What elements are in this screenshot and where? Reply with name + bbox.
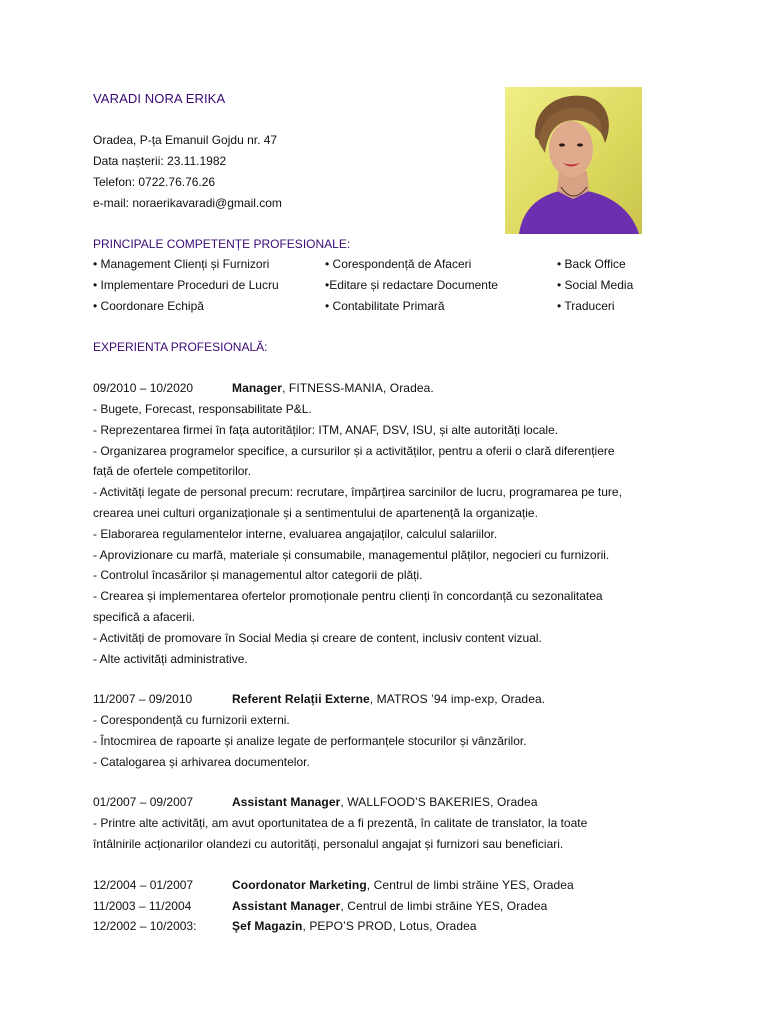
experience-bullet: specifică a afacerii.	[93, 609, 196, 624]
experience-entry	[93, 378, 683, 669]
experience-bullet: crearea unei culturi organizaționale și a sentimentului de apartenență la organizație.	[93, 505, 538, 520]
experience-entry	[93, 875, 683, 896]
skills-title: PRINCIPALE COMPETENȚE PROFESIONALE:	[93, 237, 351, 251]
experience-entry	[93, 792, 683, 855]
experience-bullet: - Activități legate de personal precum: recrutare, împărțirea sarcinilor de lucru, programarea pe ture,	[93, 485, 622, 500]
experience-bullet: - Catalogarea și arhivarea documentelor.	[93, 754, 310, 769]
experience-company: , WALLFOOD’S BAKERIES, Oradea	[340, 795, 538, 809]
experience-bullet: - Controlul încasărilor și managementul altor categorii de plăți.	[93, 568, 423, 583]
experience-bullet: - Întocmirea de rapoarte și analize legate de performanțele stocurilor și vânzărilor.	[93, 733, 527, 748]
experience-role: Coordonator Marketing	[232, 878, 367, 892]
experience-bullet: - Aprovizionare cu marfă, materiale și consumabile, managementul plăților, negocieri cu furnizorii.	[93, 547, 610, 562]
skills-grid	[93, 254, 653, 318]
contact-birthdate: Data nașterii: 23.11.1982	[93, 154, 227, 168]
experience-bullet: - Elaborarea regulamentelor interne, evaluarea angajaților, calculul salariilor.	[93, 526, 498, 541]
experience-entry	[93, 916, 683, 937]
experience-header	[93, 916, 683, 937]
experience-dates: 01/2007 – 09/2007	[93, 795, 194, 809]
experience-role: Manager	[232, 381, 283, 395]
experience-role: Şef Magazin	[232, 919, 303, 933]
experience-bullet: - Organizarea programelor specifice, a cursurilor și a activităților, pentru a oferii o clară diferențiere	[93, 443, 615, 458]
experience-dates: 11/2007 – 09/2010	[93, 692, 193, 706]
profile-photo	[505, 87, 642, 234]
experience-bullet: - Crearea și implementarea ofertelor promoționale pentru clienți în concordanță cu sezonalitatea	[93, 589, 603, 604]
experience-company: , MATROS ’94 imp-exp, Oradea.	[369, 692, 546, 706]
skill-item: • Back Office	[557, 257, 626, 271]
experience-entry	[93, 896, 683, 917]
experience-header	[93, 689, 683, 710]
experience-company: , Centrul de limbi străine YES, Oradea	[340, 899, 548, 913]
experience-bullet: întâlnirile acționarilor olandezi cu autorități, personalul angajat și furnizori sau beneficiari.	[93, 836, 564, 851]
experience-role: Referent Relații Externe	[232, 692, 370, 706]
skill-item: •Editare și redactare Documente	[325, 278, 498, 292]
experience-entry	[93, 689, 683, 772]
experience-role: Assistant Manager	[232, 795, 341, 809]
skill-item: • Coordonare Echipă	[93, 299, 204, 313]
experience-bullet: - Reprezentarea firmei în fața autorităților: ITM, ANAF, DSV, ISU, și alte autorități locale.	[93, 422, 559, 437]
contact-info	[93, 130, 473, 214]
experience-header	[93, 896, 683, 917]
experience-bullet: - Activități de promovare în Social Media și creare de content, inclusiv content vizual.	[93, 630, 542, 645]
skill-item: • Management Clienți și Furnizori	[93, 257, 270, 271]
experience-company: , PEPO’S PROD, Lotus, Oradea	[302, 919, 477, 933]
experience-bullet: - Corespondență cu furnizorii externi.	[93, 713, 290, 727]
experience-bullet: față de ofertele competitorilor.	[93, 464, 252, 479]
experience-company: , FITNESS-MANIA, Oradea.	[282, 381, 434, 395]
contact-email: e-mail: noraerikavaradi@gmail.com	[93, 196, 282, 210]
contact-phone: Telefon: 0722.76.76.26	[93, 175, 216, 189]
experience-header	[93, 378, 683, 399]
experience-dates: 12/2002 – 10/2003:	[93, 919, 197, 933]
experience-company: , Centrul de limbi străine YES, Oradea	[366, 878, 574, 892]
experience-dates: 12/2004 – 01/2007	[93, 878, 194, 892]
contact-address: Oradea, P-ța Emanuil Gojdu nr. 47	[93, 133, 278, 147]
skill-item: • Social Media	[557, 278, 634, 292]
experience-header	[93, 792, 683, 813]
experience-bullet: - Printre alte activități, am avut oportunitatea de a fi prezentă, în calitate de translator, la toate	[93, 816, 588, 830]
skill-item: • Corespondență de Afaceri	[325, 257, 472, 271]
experience-bullet: - Bugete, Forecast, responsabilitate P&L.	[93, 402, 312, 416]
skill-item: • Implementare Proceduri de Lucru	[93, 278, 279, 292]
experience-role: Assistant Manager	[232, 899, 341, 913]
experience-header	[93, 875, 683, 896]
experience-dates: 11/2003 – 11/2004	[93, 899, 192, 913]
skill-item: • Contabilitate Primară	[325, 299, 445, 313]
skill-item: • Traduceri	[557, 299, 615, 313]
experience-title: EXPERIENTA PROFESIONALĂ:	[93, 340, 268, 354]
experience-dates: 09/2010 – 10/2020	[93, 381, 194, 395]
candidate-name: VARADI NORA ERIKA	[93, 91, 226, 106]
experience-bullet: - Alte activități administrative.	[93, 651, 248, 666]
